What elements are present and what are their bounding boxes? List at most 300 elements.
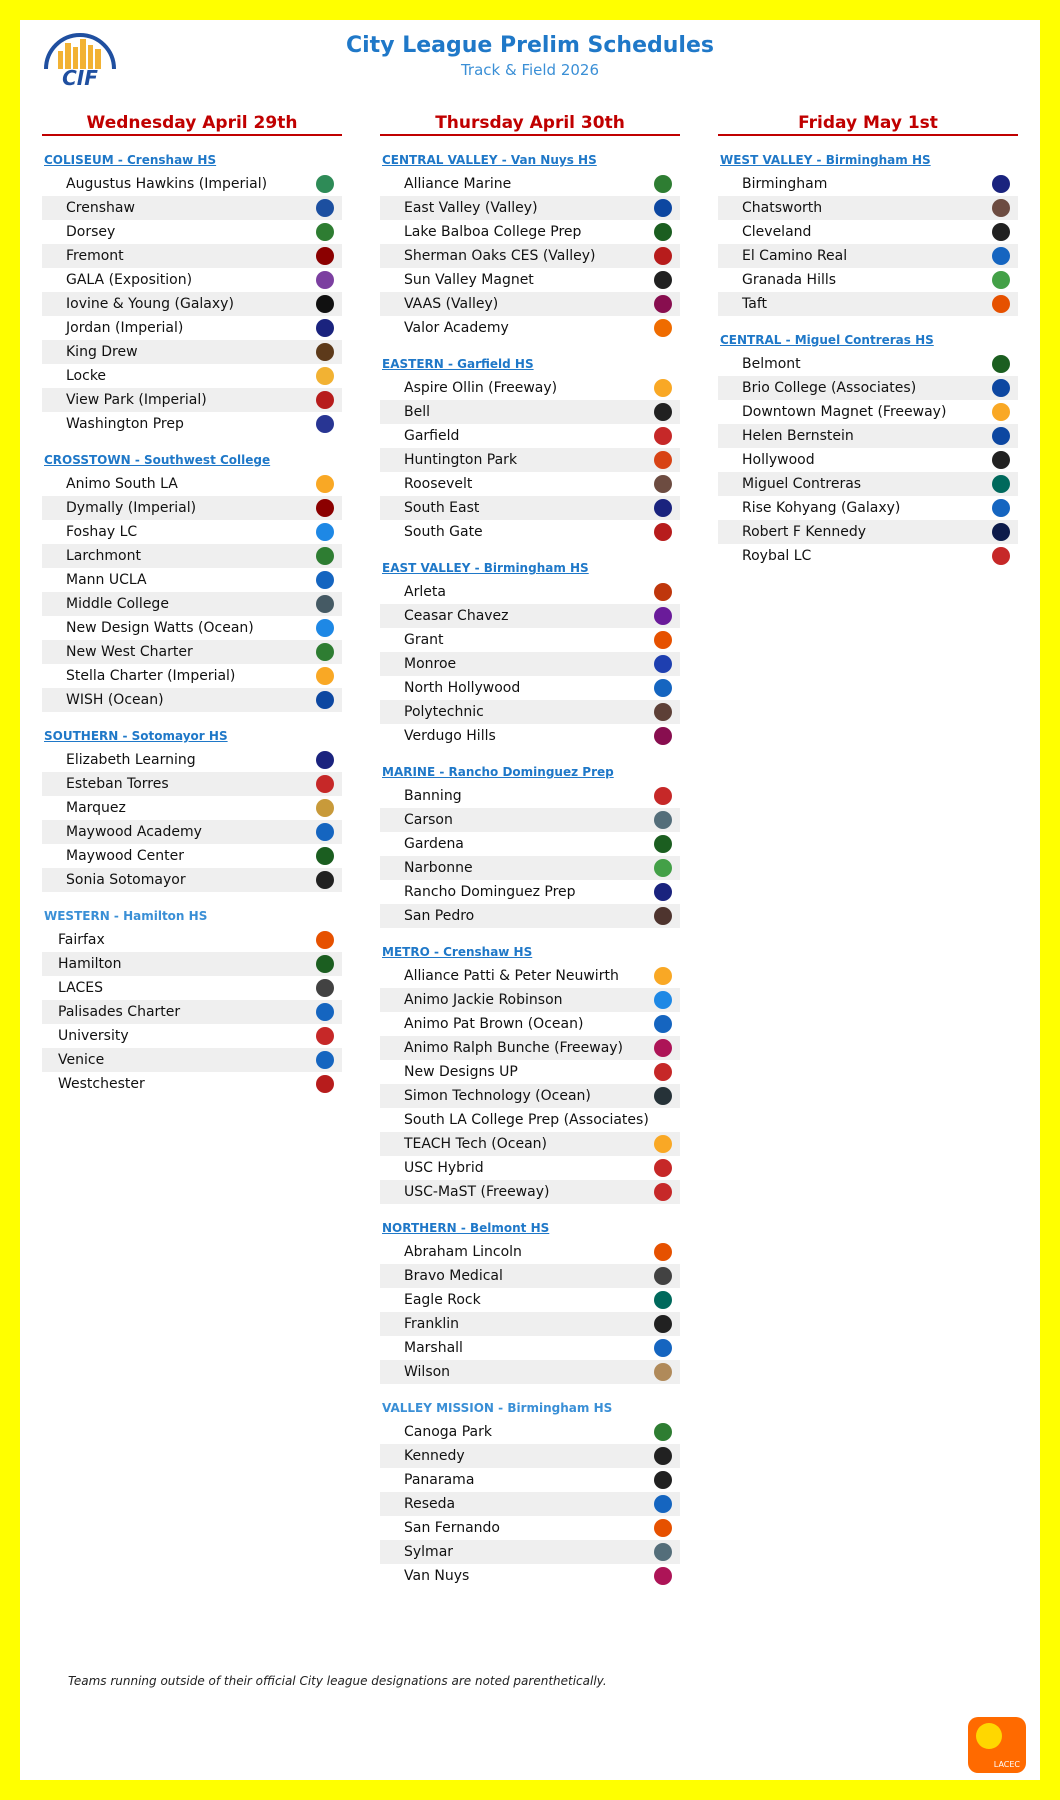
team-name: Crenshaw xyxy=(66,200,135,216)
league-section xyxy=(380,1400,680,1588)
team-name: Canoga Park xyxy=(404,1424,492,1440)
team-row xyxy=(718,448,1018,472)
team-logo-icon xyxy=(654,1543,672,1561)
team-row xyxy=(42,928,342,952)
team-logo-icon xyxy=(316,955,334,973)
league-section-title[interactable]: CENTRAL - Miguel Contreras HS xyxy=(720,333,934,347)
league-section-title[interactable]: CROSSTOWN - Southwest College xyxy=(44,453,271,467)
team-name: Stella Charter (Imperial) xyxy=(66,668,236,684)
team-logo-icon xyxy=(654,859,672,877)
team-row xyxy=(42,292,342,316)
league-section-title[interactable]: COLISEUM - Crenshaw HS xyxy=(44,153,217,167)
page-subtitle: Track & Field 2026 xyxy=(460,61,600,79)
team-row xyxy=(380,448,680,472)
league-section-title: VALLEY MISSION - Birmingham HS xyxy=(382,1401,613,1415)
team-logo-icon xyxy=(654,991,672,1009)
team-logo-icon xyxy=(992,523,1010,541)
team-logo-icon xyxy=(654,1183,672,1201)
team-name: New Designs UP xyxy=(404,1064,518,1080)
team-row xyxy=(380,220,680,244)
league-section xyxy=(380,356,680,544)
team-logo-icon xyxy=(316,199,334,217)
team-row xyxy=(380,880,680,904)
team-row xyxy=(380,904,680,928)
team-row xyxy=(380,1084,680,1108)
team-logo-icon xyxy=(316,415,334,433)
team-name: Washington Prep xyxy=(66,416,184,432)
team-name: Esteban Torres xyxy=(66,776,169,792)
team-logo-icon xyxy=(316,619,334,637)
team-logo-icon xyxy=(992,355,1010,373)
team-row xyxy=(380,376,680,400)
team-name: Polytechnic xyxy=(404,704,484,720)
team-logo-icon xyxy=(654,295,672,313)
team-row xyxy=(42,976,342,1000)
team-name: New Design Watts (Ocean) xyxy=(66,620,254,636)
team-logo-icon xyxy=(316,979,334,997)
team-logo-icon xyxy=(654,1423,672,1441)
team-name: Alliance Patti & Peter Neuwirth xyxy=(404,968,619,984)
page-header xyxy=(20,32,1040,80)
team-row xyxy=(718,196,1018,220)
team-row xyxy=(380,424,680,448)
team-logo-icon xyxy=(316,1003,334,1021)
league-section-title[interactable]: CENTRAL VALLEY - Van Nuys HS xyxy=(382,153,597,167)
team-logo-icon xyxy=(992,271,1010,289)
league-section xyxy=(380,764,680,928)
team-row xyxy=(380,1564,680,1588)
day-heading: Friday May 1st xyxy=(718,112,1018,136)
team-name: Iovine & Young (Galaxy) xyxy=(66,296,234,312)
team-row xyxy=(380,700,680,724)
team-logo-icon xyxy=(992,499,1010,517)
team-row xyxy=(718,172,1018,196)
team-row xyxy=(380,1060,680,1084)
team-logo-icon xyxy=(316,175,334,193)
team-row xyxy=(380,1180,680,1204)
team-name: Animo Jackie Robinson xyxy=(404,992,563,1008)
team-logo-icon xyxy=(654,787,672,805)
team-name: East Valley (Valley) xyxy=(404,200,538,216)
day-column-thursday xyxy=(380,112,680,1588)
team-logo-icon xyxy=(654,523,672,541)
team-row xyxy=(718,544,1018,568)
team-row xyxy=(42,868,342,892)
team-row xyxy=(718,244,1018,268)
team-row xyxy=(42,664,342,688)
team-name: Franklin xyxy=(404,1316,460,1332)
league-section xyxy=(380,1220,680,1384)
team-name: Aspire Ollin (Freeway) xyxy=(404,380,558,396)
team-name: Sonia Sotomayor xyxy=(66,872,186,888)
team-row xyxy=(42,1072,342,1096)
team-name: Grant xyxy=(404,632,444,648)
team-row xyxy=(42,520,342,544)
team-logo-icon xyxy=(316,295,334,313)
team-logo-icon xyxy=(654,1519,672,1537)
team-logo-icon xyxy=(654,1015,672,1033)
team-name: Dorsey xyxy=(66,224,116,240)
team-row xyxy=(42,568,342,592)
team-row xyxy=(380,676,680,700)
team-row xyxy=(380,724,680,748)
team-logo-icon xyxy=(654,1159,672,1177)
league-section xyxy=(380,152,680,340)
team-name: San Pedro xyxy=(404,908,475,924)
team-name: Taft xyxy=(742,296,767,312)
team-name: VAAS (Valley) xyxy=(404,296,499,312)
team-row xyxy=(380,1516,680,1540)
team-name: LACES xyxy=(58,980,103,996)
team-row xyxy=(42,640,342,664)
team-logo-icon xyxy=(316,595,334,613)
league-section-title[interactable]: SOUTHERN - Sotomayor HS xyxy=(44,729,228,743)
team-logo-icon xyxy=(316,391,334,409)
team-logo-icon xyxy=(316,271,334,289)
team-logo-icon xyxy=(654,451,672,469)
league-section xyxy=(718,332,1018,568)
team-logo-icon xyxy=(654,1039,672,1057)
team-logo-icon xyxy=(316,367,334,385)
team-name: Lake Balboa College Prep xyxy=(404,224,582,240)
team-row xyxy=(380,1444,680,1468)
team-name: USC-MaST (Freeway) xyxy=(404,1184,550,1200)
team-row xyxy=(380,496,680,520)
day-heading: Wednesday April 29th xyxy=(42,112,342,136)
team-row xyxy=(380,1288,680,1312)
team-row xyxy=(42,844,342,868)
team-logo-icon xyxy=(316,1075,334,1093)
team-logo-icon xyxy=(992,223,1010,241)
team-row xyxy=(42,244,342,268)
league-section-title[interactable]: WEST VALLEY - Birmingham HS xyxy=(720,153,931,167)
team-row xyxy=(42,544,342,568)
team-name: Venice xyxy=(58,1052,105,1068)
team-row xyxy=(42,412,342,436)
team-logo-icon xyxy=(316,751,334,769)
team-logo-icon xyxy=(316,571,334,589)
sun-icon xyxy=(976,1723,1002,1749)
team-logo-icon xyxy=(654,631,672,649)
team-name: Garfield xyxy=(404,428,460,444)
team-row xyxy=(718,496,1018,520)
team-name: Miguel Contreras xyxy=(742,476,862,492)
team-logo-icon xyxy=(992,547,1010,565)
team-row xyxy=(42,316,342,340)
team-logo-icon xyxy=(316,667,334,685)
team-row xyxy=(380,652,680,676)
team-logo-icon xyxy=(654,883,672,901)
team-logo-icon xyxy=(654,199,672,217)
team-name: King Drew xyxy=(66,344,138,360)
league-section-title[interactable]: MARINE - Rancho Dominguez Prep xyxy=(382,765,614,779)
team-logo-icon xyxy=(992,379,1010,397)
team-name: New West Charter xyxy=(66,644,193,660)
team-name: South LA College Prep (Associates) xyxy=(404,1112,649,1128)
league-section-title[interactable]: METRO - Crenshaw HS xyxy=(382,945,533,959)
team-name: Sherman Oaks CES (Valley) xyxy=(404,248,596,264)
team-logo-icon xyxy=(654,727,672,745)
team-logo-icon xyxy=(654,1363,672,1381)
team-logo-icon xyxy=(316,1027,334,1045)
team-logo-icon xyxy=(654,223,672,241)
team-logo-icon xyxy=(654,703,672,721)
team-logo-icon xyxy=(316,247,334,265)
team-name: Chatsworth xyxy=(742,200,823,216)
team-name: Locke xyxy=(66,368,107,384)
team-logo-icon xyxy=(654,1135,672,1153)
team-name: San Fernando xyxy=(404,1520,500,1536)
team-row xyxy=(380,292,680,316)
team-name: Sun Valley Magnet xyxy=(404,272,534,288)
team-name: Hamilton xyxy=(58,956,122,972)
team-row xyxy=(42,952,342,976)
team-row xyxy=(380,856,680,880)
team-logo-icon xyxy=(316,1051,334,1069)
team-name: Wilson xyxy=(404,1364,451,1380)
team-name: Fairfax xyxy=(58,932,105,948)
day-heading: Thursday April 30th xyxy=(380,112,680,136)
team-row xyxy=(42,196,342,220)
team-name: Panarama xyxy=(404,1472,475,1488)
team-name: Ceasar Chavez xyxy=(404,608,509,624)
team-name: Marshall xyxy=(404,1340,463,1356)
team-name: Roybal LC xyxy=(742,548,812,564)
team-name: Eagle Rock xyxy=(404,1292,481,1308)
team-row xyxy=(380,1240,680,1264)
team-name: Abraham Lincoln xyxy=(404,1244,522,1260)
team-row xyxy=(42,340,342,364)
team-logo-icon xyxy=(654,499,672,517)
team-name: Downtown Magnet (Freeway) xyxy=(742,404,947,420)
league-section-title[interactable]: EASTERN - Garfield HS xyxy=(382,357,534,371)
team-name: Arleta xyxy=(404,584,446,600)
team-name: GALA (Exposition) xyxy=(66,272,193,288)
team-logo-icon xyxy=(316,547,334,565)
team-logo-icon xyxy=(316,871,334,889)
team-row xyxy=(42,820,342,844)
league-section-title[interactable]: EAST VALLEY - Birmingham HS xyxy=(382,561,589,575)
team-logo-icon xyxy=(654,1063,672,1081)
league-section-title[interactable]: NORTHERN - Belmont HS xyxy=(382,1221,550,1235)
team-logo-icon xyxy=(654,655,672,673)
team-row xyxy=(380,964,680,988)
team-row xyxy=(42,616,342,640)
team-logo-icon xyxy=(654,607,672,625)
team-name: Hollywood xyxy=(742,452,815,468)
team-logo-icon xyxy=(654,1315,672,1333)
team-row xyxy=(718,220,1018,244)
team-name: South East xyxy=(404,500,480,516)
team-logo-icon xyxy=(316,775,334,793)
team-logo-icon xyxy=(992,175,1010,193)
team-row xyxy=(42,364,342,388)
team-name: Jordan (Imperial) xyxy=(66,320,184,336)
team-row xyxy=(380,808,680,832)
team-row xyxy=(380,1156,680,1180)
team-logo-icon xyxy=(654,967,672,985)
league-section xyxy=(42,452,342,712)
team-name: Verdugo Hills xyxy=(404,728,496,744)
team-logo-icon xyxy=(654,1495,672,1513)
team-row xyxy=(718,352,1018,376)
team-name: Maywood Center xyxy=(66,848,184,864)
footnote: Teams running outside of their official City league designations are noted parenthetically. xyxy=(68,1674,607,1688)
team-logo-icon xyxy=(654,679,672,697)
team-logo-icon xyxy=(654,247,672,265)
team-logo-icon xyxy=(316,691,334,709)
team-name: Alliance Marine xyxy=(404,176,512,192)
team-name: Larchmont xyxy=(66,548,141,564)
team-row xyxy=(380,628,680,652)
team-row xyxy=(42,688,342,712)
team-name: Sylmar xyxy=(404,1544,454,1560)
team-logo-icon xyxy=(654,427,672,445)
team-logo-icon xyxy=(316,223,334,241)
team-row xyxy=(718,376,1018,400)
team-name: Bell xyxy=(404,404,430,420)
team-logo-icon xyxy=(654,1087,672,1105)
team-row xyxy=(718,424,1018,448)
team-row xyxy=(42,796,342,820)
team-row xyxy=(42,1024,342,1048)
team-logo-icon xyxy=(654,1471,672,1489)
team-logo-icon xyxy=(654,1567,672,1585)
team-row xyxy=(380,1540,680,1564)
team-logo-icon xyxy=(654,1267,672,1285)
team-logo-icon xyxy=(316,475,334,493)
team-logo-icon xyxy=(654,319,672,337)
team-row xyxy=(718,268,1018,292)
team-row xyxy=(380,1336,680,1360)
team-row xyxy=(380,1420,680,1444)
team-logo-icon xyxy=(654,403,672,421)
team-row xyxy=(718,472,1018,496)
team-name: View Park (Imperial) xyxy=(66,392,207,408)
team-name: North Hollywood xyxy=(404,680,521,696)
team-logo-icon xyxy=(654,811,672,829)
team-name: Bravo Medical xyxy=(404,1268,503,1284)
team-logo-icon xyxy=(316,343,334,361)
team-name: Brio College (Associates) xyxy=(742,380,917,396)
team-name: Granada Hills xyxy=(742,272,837,288)
league-section xyxy=(42,152,342,436)
team-name: South Gate xyxy=(404,524,483,540)
team-name: Narbonne xyxy=(404,860,473,876)
team-row xyxy=(380,1492,680,1516)
team-row xyxy=(380,172,680,196)
team-row xyxy=(380,400,680,424)
team-row xyxy=(42,1000,342,1024)
team-row xyxy=(380,244,680,268)
team-row xyxy=(380,988,680,1012)
league-section xyxy=(718,152,1018,316)
team-name: Palisades Charter xyxy=(58,1004,181,1020)
team-row xyxy=(380,196,680,220)
team-name: Monroe xyxy=(404,656,457,672)
team-name: Mann UCLA xyxy=(66,572,147,588)
team-logo-icon xyxy=(654,1291,672,1309)
team-name: USC Hybrid xyxy=(404,1160,484,1176)
team-row xyxy=(380,1132,680,1156)
team-name: Cleveland xyxy=(742,224,812,240)
team-name: Robert F Kennedy xyxy=(742,524,866,540)
team-row xyxy=(42,220,342,244)
team-name: Westchester xyxy=(58,1076,145,1092)
team-row xyxy=(42,592,342,616)
league-section xyxy=(380,560,680,748)
team-name: Belmont xyxy=(742,356,801,372)
team-logo-icon xyxy=(992,451,1010,469)
cif-logo-text: CIF xyxy=(62,66,98,89)
team-name: Helen Bernstein xyxy=(742,428,854,444)
team-logo-icon xyxy=(992,475,1010,493)
team-row xyxy=(718,292,1018,316)
league-section xyxy=(42,908,342,1096)
team-row xyxy=(380,580,680,604)
lacec-logo xyxy=(968,1717,1026,1773)
team-logo-icon xyxy=(654,1243,672,1261)
team-row xyxy=(42,268,342,292)
team-row xyxy=(380,520,680,544)
team-logo-icon xyxy=(654,379,672,397)
team-name: Augustus Hawkins (Imperial) xyxy=(66,176,268,192)
team-logo-icon xyxy=(654,1339,672,1357)
team-name: Animo Pat Brown (Ocean) xyxy=(404,1016,584,1032)
team-name: University xyxy=(58,1028,129,1044)
team-logo-icon xyxy=(654,475,672,493)
team-row xyxy=(42,172,342,196)
team-logo-icon xyxy=(654,583,672,601)
team-logo-icon xyxy=(316,799,334,817)
team-name: El Camino Real xyxy=(742,248,848,264)
team-logo-icon xyxy=(654,907,672,925)
team-row xyxy=(42,748,342,772)
team-row xyxy=(380,1312,680,1336)
team-logo-icon xyxy=(316,643,334,661)
day-column-wednesday xyxy=(42,112,342,1096)
team-logo-icon xyxy=(654,271,672,289)
team-name: Animo South LA xyxy=(66,476,178,492)
team-name: Simon Technology (Ocean) xyxy=(404,1088,591,1104)
team-row xyxy=(380,472,680,496)
team-row xyxy=(42,772,342,796)
team-row xyxy=(380,784,680,808)
team-logo-icon xyxy=(992,427,1010,445)
team-name: Marquez xyxy=(66,800,126,816)
team-logo-icon xyxy=(654,835,672,853)
schedule-page xyxy=(20,20,1040,1780)
team-row xyxy=(42,1048,342,1072)
team-row xyxy=(718,400,1018,424)
team-name: Animo Ralph Bunche (Freeway) xyxy=(404,1040,624,1056)
team-logo-icon xyxy=(316,499,334,517)
league-section-title: WESTERN - Hamilton HS xyxy=(44,909,208,923)
team-logo-icon xyxy=(654,1447,672,1465)
team-row xyxy=(380,1012,680,1036)
team-name: Dymally (Imperial) xyxy=(66,500,197,516)
team-name: Fremont xyxy=(66,248,124,264)
team-row xyxy=(380,1108,680,1132)
team-row xyxy=(718,520,1018,544)
team-row xyxy=(380,316,680,340)
team-row xyxy=(42,472,342,496)
team-name: Reseda xyxy=(404,1496,456,1512)
team-row xyxy=(380,832,680,856)
team-name: Elizabeth Learning xyxy=(66,752,196,768)
team-row xyxy=(380,1360,680,1384)
team-name: Kennedy xyxy=(404,1448,465,1464)
